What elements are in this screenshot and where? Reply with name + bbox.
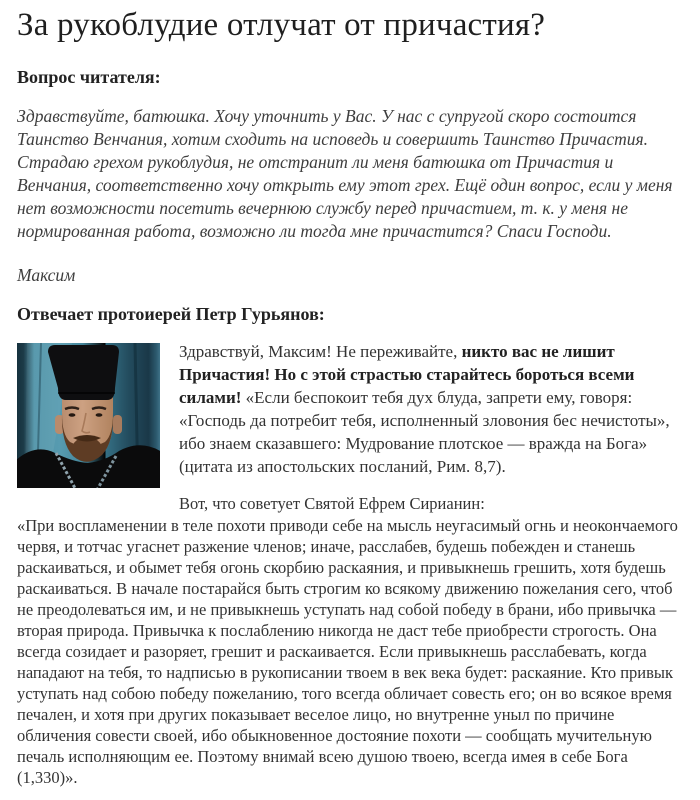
article — [17, 6, 683, 788]
answer-greeting-text: Здравствуй, Максим! Не переживайте, — [179, 341, 462, 361]
advice-text: «При воспламенении в теле похоти приводи себе на мысль неугасимый огнь и неокончаемого червя, и тотчас угаснет разжение членов; иначе, расслабев, будешь побежден и станешь раскаиваться, и обымет тебя огонь скорбию раскаяния, и привыкнешь грешить, хотя будешь раскаиваться. В начале постарайся быть строгим ко всякому движению пожелания сего, чтоб не преодолеваться им, и не привыкнешь уступать над собой победу в брани, ибо привычка — вторая природа. Привычка к послаблению никогда не даст тебе приобрести строгость. Она всегда созидает и разоряет, грешит и раскаивается. Если привыкнешь расслабевать, когда нападают на тебя, то надписью в рукописании твоем в век века будет: раскаяние. Кто привык уступать над собою победу пожеланию, того всегда обличает совесть его; он во всякое время печален, и хотя при других показывает веселое лицо, но внутренне уныл по причине обличения совести своей, ибо обыкновенное достояние похоти — сообщать мучительную печаль исполняющим ее. Поэтому внимай всею душою твоею, всегда имея в себе Бога (1,330)». — [17, 515, 678, 787]
priest-portrait-icon — [17, 343, 160, 488]
answer-section — [17, 303, 683, 788]
question-label: Вопрос читателя: — [17, 66, 161, 87]
question-text: Здравствуйте, батюшка. Хочу уточнить у Вас. У нас с супругой скоро состоится Таинство Венчания, хотим сходить на исповедь и совершить Таинство Причастия. Страдаю грехом рукоблудия, не отстранит ли меня батюшка от Причастия и Венчания, соответственно хочу открыть ему этот грех. Ещё один вопрос, если у меня нет возможности посетить вечернюю службу перед причастием, т. к. у меня не нормированная работа, возможно ли тогда мне причастится? Спаси Господи. — [17, 105, 673, 241]
advice-intro: Вот, что советует Святой Ефрем Сирианин: — [179, 493, 485, 513]
priest-photo — [17, 343, 160, 488]
question-signature: Максим — [17, 264, 76, 285]
answer-label: Отвечает протоиерей Петр Гурьянов: — [17, 303, 325, 324]
answer-greeting-bold: никто вас не лишит Причастия! Но с этой страстью старайтесь бороться всеми силами! — [179, 341, 635, 407]
page-title: За рукоблудие отлучат от причастия? — [17, 7, 546, 43]
answer-greeting-quote: «Если беспокоит тебя дух блуда, запрети ему, говоря: «Господь да потребит тебя, исполненный зловония бес нечистоты», ибо знаем сказавшего: Мудрование плотское — вражда на Бога» (цитата из апостольских посланий, Рим. 8,7). — [179, 387, 670, 476]
question-section — [17, 68, 683, 287]
